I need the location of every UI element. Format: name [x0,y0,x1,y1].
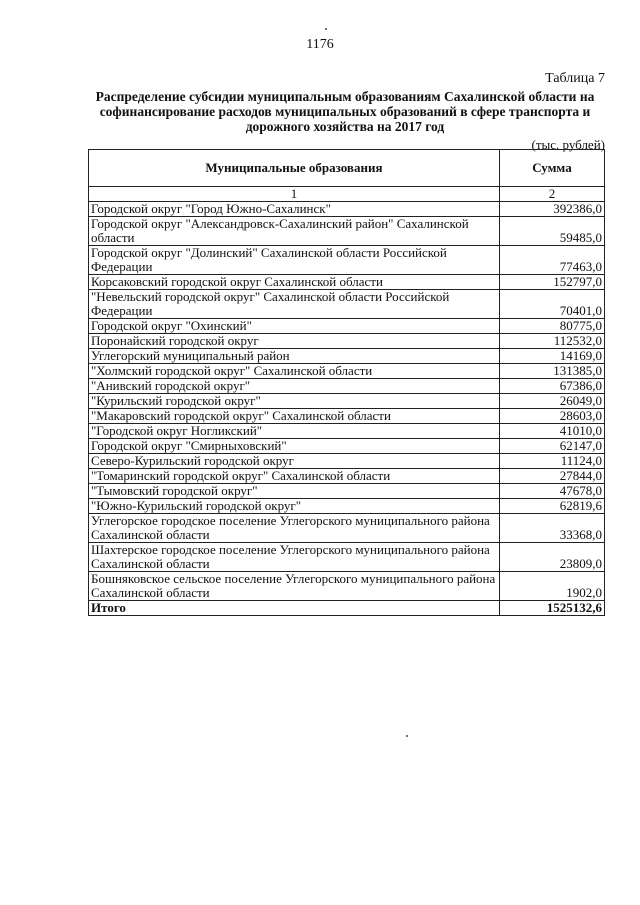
scan-speck [325,28,327,30]
amount-value: 67386,0 [499,379,604,394]
scan-speck [406,735,408,737]
amount-value: 28603,0 [499,409,604,424]
amount-value: 41010,0 [499,424,604,439]
municipality-name: Шахтерское городское поселение Углегорского муниципального района Сахалинской области [89,543,500,572]
municipality-name: "Анивский городской округ" [89,379,500,394]
municipality-name: "Невельский городской округ" Сахалинской области Российской Федерации [89,290,500,319]
municipality-name: "Тымовский городской округ" [89,484,500,499]
amount-value: 77463,0 [499,246,604,275]
municipality-name: Городской округ "Город Южно-Сахалинск" [89,202,500,217]
amount-value: 131385,0 [499,364,604,379]
municipality-name: "Макаровский городской округ" Сахалинской области [89,409,500,424]
municipality-name: Углегорский муниципальный район [89,349,500,364]
municipality-name: "Холмский городской округ" Сахалинской области [89,364,500,379]
amount-value: 62819,6 [499,499,604,514]
municipality-name: Углегорское городское поселение Углегорского муниципального района Сахалинской области [89,514,500,543]
municipality-name: Городской округ "Смирныховский" [89,439,500,454]
municipality-name: Бошняковское сельское поселение Углегорского муниципального района Сахалинской области [89,572,500,601]
amount-value: 70401,0 [499,290,604,319]
table-row [89,572,605,601]
table-row [89,334,605,349]
table-row [89,379,605,394]
amount-value: 27844,0 [499,469,604,484]
amount-value: 23809,0 [499,543,604,572]
municipality-name: Городской округ "Александровск-Сахалинский район" Сахалинской области [89,217,500,246]
table-row [89,275,605,290]
municipality-name: "Томаринский городской округ" Сахалинской области [89,469,500,484]
table-row [89,364,605,379]
amount-value: 47678,0 [499,484,604,499]
total-row [89,601,605,616]
table-row [89,514,605,543]
total-label: Итого [89,601,500,616]
amount-value: 80775,0 [499,319,604,334]
table-row [89,217,605,246]
table-row [89,484,605,499]
amount-value: 33368,0 [499,514,604,543]
table-label: Таблица 7 [545,71,605,86]
municipality-name: Поронайский городской округ [89,334,500,349]
municipality-name: "Южно-Курильский городской округ" [89,499,500,514]
municipality-name: Корсаковский городской округ Сахалинской области [89,275,500,290]
table-row [89,394,605,409]
table-row [89,543,605,572]
municipality-name: "Курильский городской округ" [89,394,500,409]
table-row [89,202,605,217]
column-number-2: 2 [499,187,604,202]
table-header-row [89,150,605,187]
amount-value: 392386,0 [499,202,604,217]
header-amount: Сумма [499,150,604,187]
column-number-row [89,187,605,202]
document-title: Распределение субсидии муниципальным образованиям Сахалинской области на софинансирование расходов муниципальных образований в сфере транспорта и дорожного хозяйства на 2017 год [95,89,595,134]
units-label: (тыс. рублей) [531,137,605,152]
amount-value: 1902,0 [499,572,604,601]
column-number-1: 1 [89,187,500,202]
amount-value: 26049,0 [499,394,604,409]
amount-value: 62147,0 [499,439,604,454]
municipality-name: Городской округ "Охинский" [89,319,500,334]
total-amount: 1525132,6 [499,601,604,616]
table-row [89,424,605,439]
amount-value: 14169,0 [499,349,604,364]
table-body [89,187,605,616]
amount-value: 11124,0 [499,454,604,469]
table-row [89,246,605,275]
table-row [89,469,605,484]
amount-value: 59485,0 [499,217,604,246]
table-row [89,454,605,469]
page-number: 1176 [306,37,334,52]
subsidy-table [88,149,605,616]
amount-value: 112532,0 [499,334,604,349]
table-row [89,319,605,334]
amount-value: 152797,0 [499,275,604,290]
table-row [89,439,605,454]
table-row [89,349,605,364]
header-municipality: Муниципальные образования [89,150,500,187]
table-row [89,499,605,514]
table-row [89,409,605,424]
municipality-name: Городской округ "Долинский" Сахалинской области Российской Федерации [89,246,500,275]
municipality-name: Северо-Курильский городской округ [89,454,500,469]
municipality-name: "Городской округ Ногликский" [89,424,500,439]
table-row [89,290,605,319]
